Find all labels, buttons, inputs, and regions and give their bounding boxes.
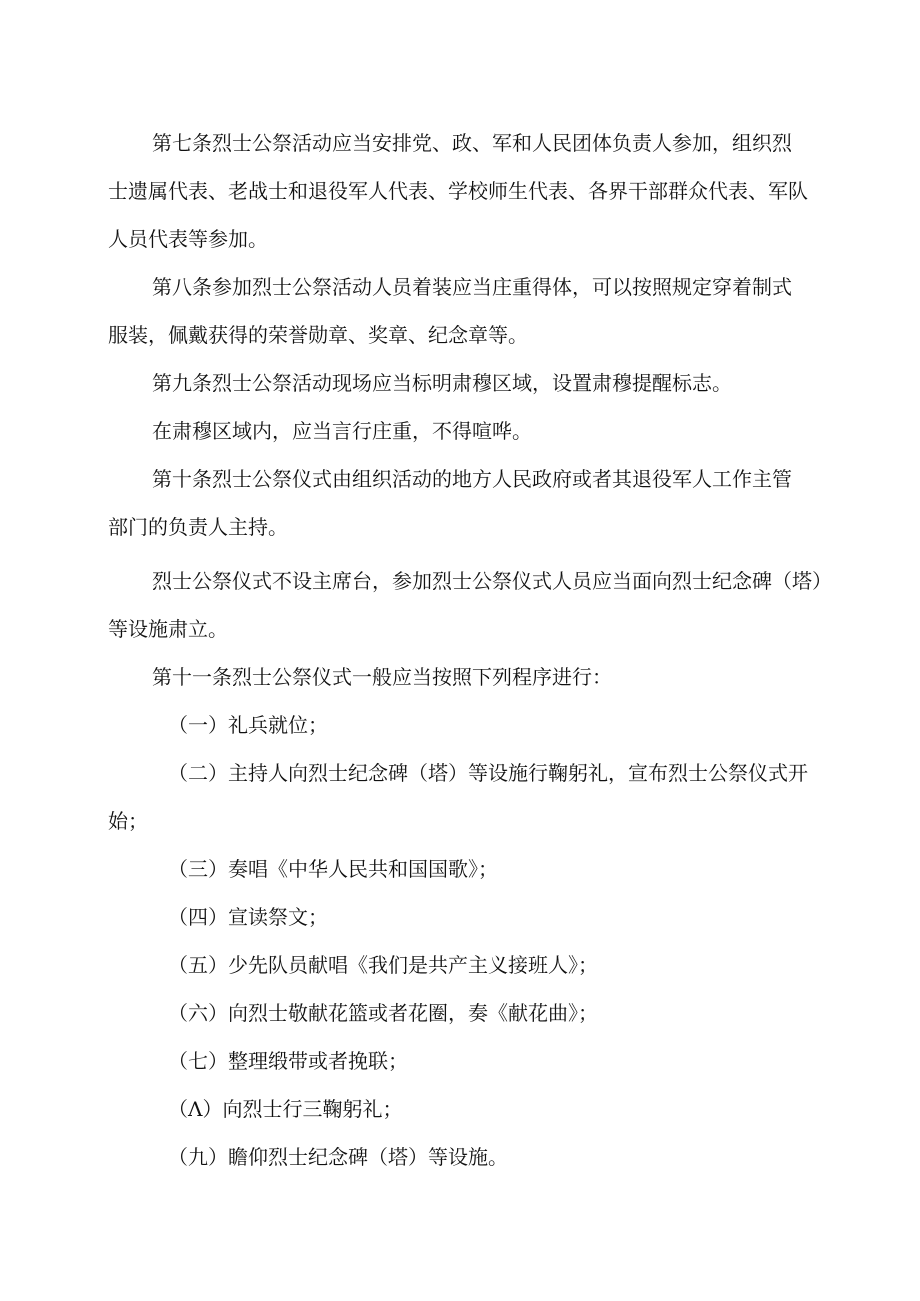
list-item: （二）主持人向烈士纪念碑（塔）等设施行鞠躬礼，宣布烈士公祭仪式开: [168, 761, 808, 785]
text-line: 等设施肃立。: [108, 617, 228, 641]
text-line: 始；: [108, 809, 148, 833]
list-item: （六）向烈士敬献花篮或者花圈，奏《献花曲》；: [168, 1001, 598, 1025]
list-item: （Λ）向烈士行三鞠躬礼；: [168, 1097, 403, 1121]
text-line: 部门的负责人主持。: [108, 515, 288, 539]
list-item: （一）礼兵就位；: [168, 713, 328, 737]
text-line: 第十一条烈士公祭仪式一般应当按照下列程序进行：: [152, 665, 612, 689]
text-line: 第九条烈士公祭活动现场应当标明肃穆区域，设置肃穆提醒标志。: [152, 371, 732, 395]
list-item: （七）整理缎带或者挽联；: [168, 1049, 408, 1073]
text-line: 烈士公祭仪式不设主席台，参加烈士公祭仪式人员应当面向烈士纪念碑（塔）: [152, 569, 832, 593]
text-line: 第八条参加烈士公祭活动人员着装应当庄重得体，可以按照规定穿着制式: [152, 275, 792, 299]
text-line: 第十条烈士公祭仪式由组织活动的地方人民政府或者其退役军人工作主管: [152, 467, 792, 491]
list-item: （五）少先队员献唱《我们是共产主义接班人》；: [168, 953, 598, 977]
text-line: 服装，佩戴获得的荣誉勋章、奖章、纪念章等。: [108, 323, 528, 347]
text-line: 第七条烈士公祭活动应当安排党、政、军和人民团体负责人参加，组织烈: [152, 131, 792, 155]
text-line: 士遗属代表、老战士和退役军人代表、学校师生代表、各界干部群众代表、军队: [108, 179, 808, 203]
list-item: （三）奏唱《中华人民共和国国歌》；: [168, 857, 498, 881]
list-item: （四）宣读祭文；: [168, 905, 328, 929]
text-line: 在肃穆区域内，应当言行庄重，不得喧哗。: [152, 419, 532, 443]
list-item: （九）瞻仰烈士纪念碑（塔）等设施。: [168, 1145, 508, 1169]
text-line: 人员代表等参加。: [108, 227, 268, 251]
